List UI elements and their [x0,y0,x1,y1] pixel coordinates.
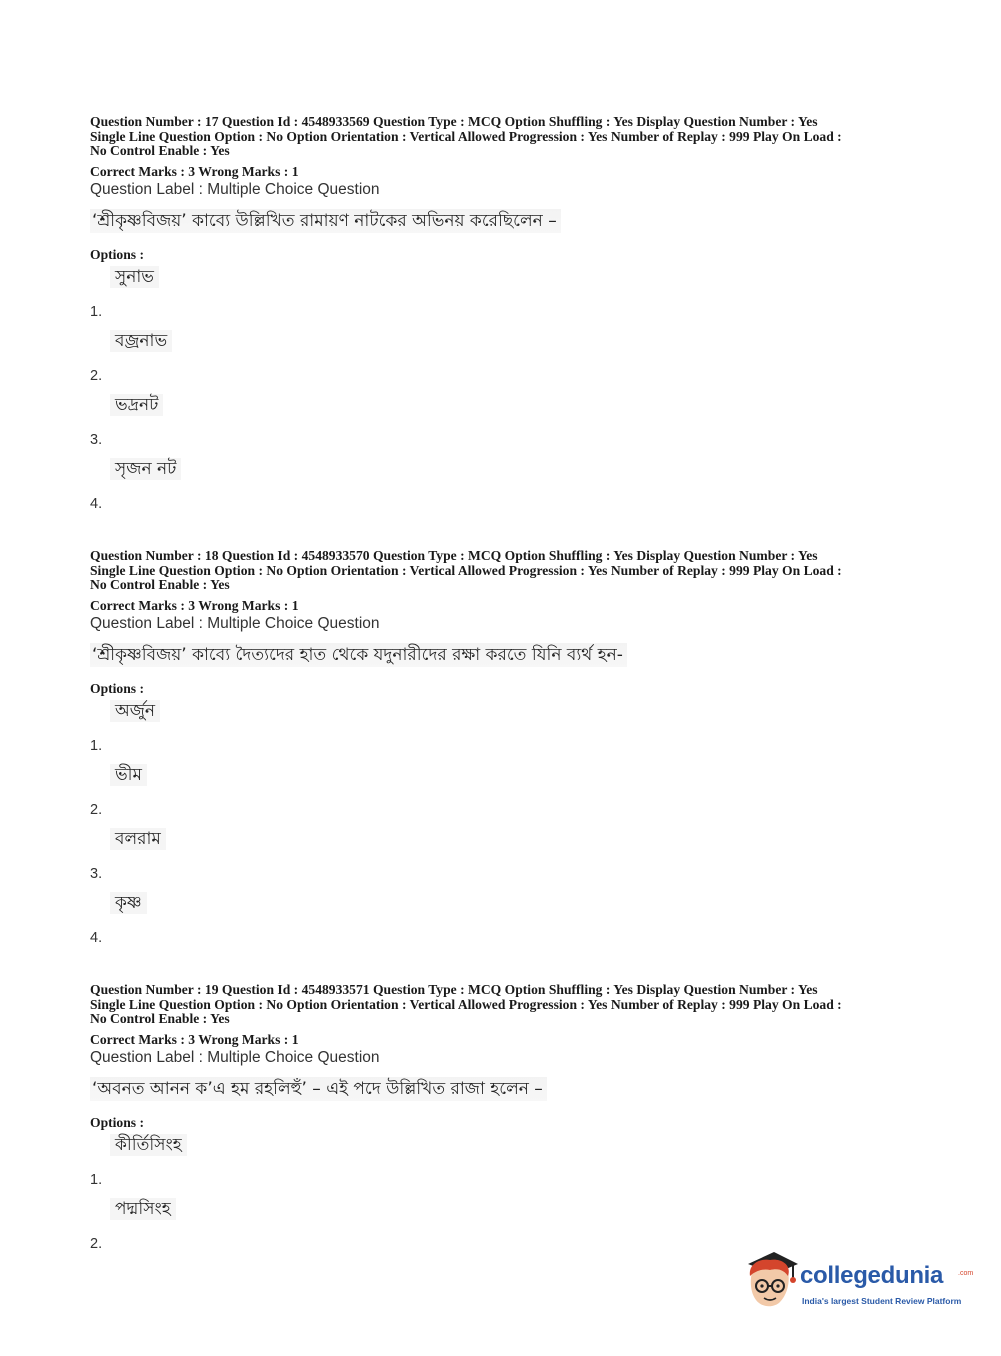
option-item[interactable] [90,330,920,394]
option-text: বজ্রনাভ [110,330,172,352]
option-number: 2. [90,1235,103,1252]
question-text: ‘শ্রীকৃষ্ণবিজয়’ কাব্যে দৈত্যদের হাত থেকে যদুনারীদের রক্ষা করতে যিনি ব্যর্থ হন- [90,643,627,667]
option-number: 2. [90,367,103,384]
option-text: কীর্তিসিংহ [110,1134,187,1156]
option-item[interactable] [90,700,920,764]
option-number: 3. [90,865,103,882]
question-meta-line3: No Control Enable : Yes [90,1011,230,1026]
option-item[interactable] [90,266,920,330]
option-text: অর্জুন [110,700,160,722]
question-meta-line2: Single Line Question Option : No Option Orientation : Vertical Allowed Progression : Yes Number of Replay : 999 Play On Load : [90,996,842,1012]
question-meta-line2: Single Line Question Option : No Option Orientation : Vertical Allowed Progression : Yes Number of Replay : 999 Play On Load : [90,128,842,144]
question-meta-line3: No Control Enable : Yes [90,577,230,592]
option-number: 3. [90,431,103,448]
option-number: 4. [90,495,103,512]
question-text: ‘শ্রীকৃষ্ণবিজয়’ কাব্যে উল্লিখিত রামায়ণ নাটকের অভিনয় করেছিলেন – [90,209,561,233]
options-title: Options : [90,246,145,262]
options-title: Options : [90,1114,145,1130]
question-meta-line1: Question Number : 19 Question Id : 4548933571 Question Type : MCQ Option Shuffling : Yes Display Question Number : Yes [90,982,818,997]
graduate-mascot-icon [744,1250,800,1312]
question-marks: Correct Marks : 3 Wrong Marks : 1 [90,163,299,179]
logo-suffix: .com [958,1270,974,1277]
option-text: ভীম [110,764,147,786]
collegedunia-logo[interactable] [744,1250,974,1320]
option-item[interactable] [90,892,920,956]
logo-tagline: India's largest Student Review Platform [802,1296,962,1306]
option-number: 2. [90,801,103,818]
option-item[interactable] [90,764,920,828]
question-label: Question Label : Multiple Choice Question [90,1048,380,1066]
option-item[interactable] [90,394,920,458]
option-number: 4. [90,929,103,946]
option-text: ভদ্রনট [110,394,163,416]
question-block-19 [90,983,920,1262]
option-text: বলরাম [110,828,166,850]
option-number: 1. [90,303,103,320]
option-text: সুনাভ [110,266,159,288]
option-text: পদ্মসিংহ [110,1198,176,1220]
question-meta-line1: Question Number : 18 Question Id : 4548933570 Question Type : MCQ Option Shuffling : Yes Display Question Number : Yes [90,548,818,563]
option-text: সৃজন নট [110,458,181,480]
option-item[interactable] [90,1134,920,1198]
question-label: Question Label : Multiple Choice Question [90,614,380,632]
question-meta-line3: No Control Enable : Yes [90,143,230,158]
option-item[interactable] [90,458,920,522]
question-meta-line2: Single Line Question Option : No Option Orientation : Vertical Allowed Progression : Yes Number of Replay : 999 Play On Load : [90,562,842,578]
question-meta-line1: Question Number : 17 Question Id : 4548933569 Question Type : MCQ Option Shuffling : Yes Display Question Number : Yes [90,114,818,129]
option-item[interactable] [90,828,920,892]
logo-name: collegedunia [800,1262,944,1289]
question-label: Question Label : Multiple Choice Question [90,180,380,198]
question-marks: Correct Marks : 3 Wrong Marks : 1 [90,1031,299,1047]
question-block-18 [90,549,920,956]
option-number: 1. [90,737,103,754]
options-title: Options : [90,680,145,696]
question-block-17 [90,115,920,522]
option-number: 1. [90,1171,103,1188]
option-text: কৃষ্ণ [110,892,147,914]
question-marks: Correct Marks : 3 Wrong Marks : 1 [90,597,299,613]
question-text: ‘অবনত আনন ক’এ হম রহলিহুঁ’ – এই পদে উল্লিখিত রাজা হলেন – [90,1077,547,1101]
